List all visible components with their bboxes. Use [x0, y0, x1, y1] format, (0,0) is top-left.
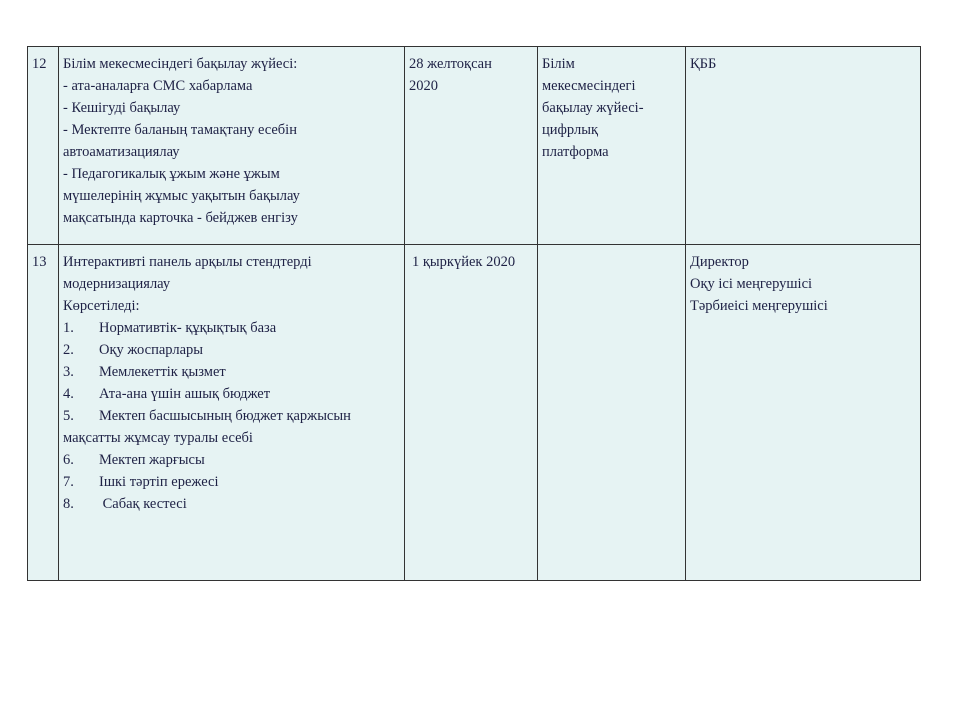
date-line: 1 қыркүйек 2020: [412, 254, 516, 270]
task-line: Білім мекесмесіндегі бақылау жүйесі:: [63, 56, 298, 72]
list-item-number: 6.: [63, 452, 74, 468]
list-item-number: 7.: [63, 474, 74, 490]
date-line: 2020: [409, 78, 438, 94]
date-cell: [405, 245, 538, 581]
list-item-number: 5.: [63, 408, 74, 424]
responsible-cell: [686, 47, 921, 245]
list-item: [63, 361, 400, 383]
task-line: - Кешігуді бақылау: [63, 100, 181, 116]
result-line: Білім: [542, 56, 575, 72]
task-line: - Педагогикалық ұжым және ұжым: [63, 166, 280, 182]
task-line: мақсатында карточка - бейджев енгізу: [63, 210, 298, 226]
result-line: бақылау жүйесі-: [542, 100, 644, 116]
row-number: 13: [32, 254, 47, 270]
list-item-text: Ата-ана үшін ашық бюджет: [99, 386, 271, 402]
list-item-continuation: мақсатты жұмсау туралы есебі: [63, 430, 253, 446]
list-item-number: 1.: [63, 320, 74, 336]
responsible-cell: [686, 245, 921, 581]
task-line: Интерактивті панель арқылы стендтерді: [63, 254, 312, 270]
responsible-line: Оқу ісі меңгерушісі: [690, 276, 813, 292]
list-item: [63, 339, 400, 361]
plan-table: [27, 46, 921, 581]
list-item-text: Ішкі тәртіп ережесі: [99, 474, 219, 490]
task-line: - Мектепте баланың тамақтану есебін: [63, 122, 297, 138]
date-cell: [405, 47, 538, 245]
list-item: [63, 383, 400, 405]
task-cell: [59, 245, 405, 581]
table-row: [28, 245, 921, 581]
row-number-cell: [28, 47, 59, 245]
list-item-text: Мектеп басшысының бюджет қаржысын: [99, 408, 351, 424]
result-line: мекесмесіндегі: [542, 78, 636, 94]
list-item: [63, 493, 400, 515]
list-item: [63, 471, 400, 493]
list-item-text: Нормативтік- құқықтық база: [99, 320, 277, 336]
list-item-number: 3.: [63, 364, 74, 380]
list-item-text: Мемлекеттік қызмет: [99, 364, 226, 380]
responsible-line: Директор: [690, 254, 749, 270]
task-line: - ата-аналарға СМС хабарлама: [63, 78, 253, 94]
task-cell: [59, 47, 405, 245]
date-line: 28 желтоқсан: [409, 56, 492, 72]
task-line: Көрсетіледі:: [63, 298, 140, 314]
row-number-cell: [28, 245, 59, 581]
result-cell: [538, 47, 686, 245]
list-item: [63, 317, 400, 339]
result-line: цифрлық: [542, 122, 598, 138]
task-line: мүшелерінің жұмыс уақытын бақылау: [63, 188, 300, 204]
row-number: 12: [32, 56, 47, 72]
list-item-text: Оқу жоспарлары: [99, 342, 204, 358]
list-item-number: 8.: [63, 496, 74, 512]
responsible-line: Тәрбиеісі меңгерушісі: [690, 298, 828, 314]
table-row: [28, 47, 921, 245]
result-cell: [538, 245, 686, 581]
list-item: [63, 405, 400, 427]
list-item-text: Мектеп жарғысы: [99, 452, 205, 468]
task-line: модернизациялау: [63, 276, 171, 292]
list-item-number: 2.: [63, 342, 74, 358]
list-item-text: Сабақ кестесі: [99, 496, 187, 512]
result-line: платформа: [542, 144, 609, 160]
list-item: [63, 449, 400, 471]
responsible-line: ҚББ: [690, 56, 717, 72]
task-line: автоаматизациялау: [63, 144, 180, 160]
list-item-number: 4.: [63, 386, 74, 402]
